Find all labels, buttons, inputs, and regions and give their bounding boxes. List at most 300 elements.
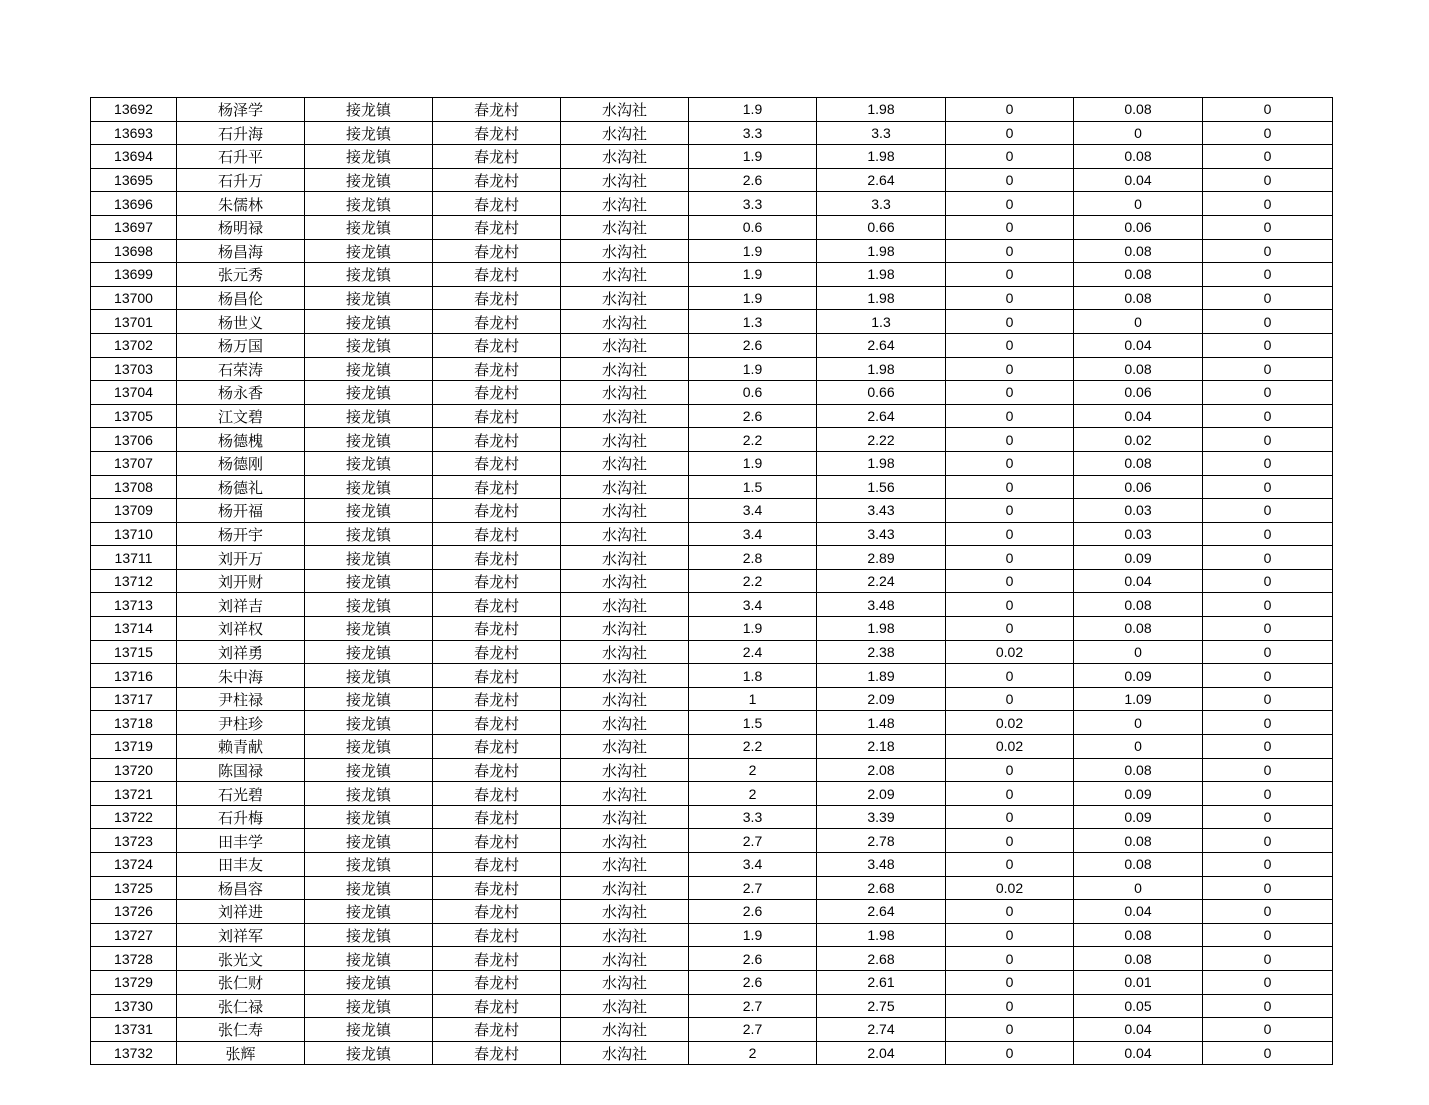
village-cell: 春龙村 xyxy=(433,994,561,1018)
id-cell: 13695 xyxy=(91,168,177,192)
value4-cell: 0.09 xyxy=(1074,782,1203,806)
table-row xyxy=(91,664,1333,688)
town-cell: 接龙镇 xyxy=(305,900,433,924)
village-cell: 春龙村 xyxy=(433,168,561,192)
town-cell: 接龙镇 xyxy=(305,168,433,192)
table-row xyxy=(91,1041,1333,1065)
value1-cell: 1 xyxy=(689,687,817,711)
data-table xyxy=(90,97,1333,1065)
value4-cell: 0.04 xyxy=(1074,1018,1203,1042)
town-cell: 接龙镇 xyxy=(305,617,433,641)
value4-cell: 0.04 xyxy=(1074,333,1203,357)
value3-cell: 0 xyxy=(946,192,1074,216)
value5-cell: 0 xyxy=(1203,711,1333,735)
village-cell: 春龙村 xyxy=(433,711,561,735)
name-cell: 陈国禄 xyxy=(177,758,305,782)
value2-cell: 3.43 xyxy=(817,499,946,523)
id-cell: 13698 xyxy=(91,239,177,263)
value4-cell: 0.01 xyxy=(1074,970,1203,994)
town-cell: 接龙镇 xyxy=(305,664,433,688)
value1-cell: 1.9 xyxy=(689,286,817,310)
value3-cell: 0 xyxy=(946,121,1074,145)
value5-cell: 0 xyxy=(1203,687,1333,711)
value5-cell: 0 xyxy=(1203,617,1333,641)
name-cell: 朱儒林 xyxy=(177,192,305,216)
name-cell: 田丰友 xyxy=(177,853,305,877)
table-row xyxy=(91,98,1333,122)
id-cell: 13729 xyxy=(91,970,177,994)
name-cell: 刘祥权 xyxy=(177,617,305,641)
value5-cell: 0 xyxy=(1203,853,1333,877)
value5-cell: 0 xyxy=(1203,829,1333,853)
name-cell: 张仁财 xyxy=(177,970,305,994)
value4-cell: 0.04 xyxy=(1074,404,1203,428)
village-cell: 春龙村 xyxy=(433,499,561,523)
value5-cell: 0 xyxy=(1203,876,1333,900)
value2-cell: 2.75 xyxy=(817,994,946,1018)
id-cell: 13714 xyxy=(91,617,177,641)
group-cell: 水沟社 xyxy=(561,640,689,664)
village-cell: 春龙村 xyxy=(433,145,561,169)
town-cell: 接龙镇 xyxy=(305,711,433,735)
group-cell: 水沟社 xyxy=(561,357,689,381)
value3-cell: 0 xyxy=(946,546,1074,570)
value4-cell: 0.04 xyxy=(1074,168,1203,192)
value2-cell: 0.66 xyxy=(817,381,946,405)
value2-cell: 3.39 xyxy=(817,805,946,829)
value4-cell: 0.04 xyxy=(1074,569,1203,593)
village-cell: 春龙村 xyxy=(433,546,561,570)
value5-cell: 0 xyxy=(1203,947,1333,971)
name-cell: 张元秀 xyxy=(177,263,305,287)
id-cell: 13702 xyxy=(91,333,177,357)
value5-cell: 0 xyxy=(1203,145,1333,169)
table-row xyxy=(91,121,1333,145)
village-cell: 春龙村 xyxy=(433,333,561,357)
value5-cell: 0 xyxy=(1203,970,1333,994)
value5-cell: 0 xyxy=(1203,758,1333,782)
value2-cell: 1.89 xyxy=(817,664,946,688)
table-row xyxy=(91,404,1333,428)
value4-cell: 0.09 xyxy=(1074,664,1203,688)
group-cell: 水沟社 xyxy=(561,593,689,617)
table-row xyxy=(91,145,1333,169)
id-cell: 13726 xyxy=(91,900,177,924)
value3-cell: 0 xyxy=(946,569,1074,593)
value3-cell: 0 xyxy=(946,145,1074,169)
value2-cell: 1.98 xyxy=(817,98,946,122)
value3-cell: 0 xyxy=(946,829,1074,853)
value4-cell: 0 xyxy=(1074,192,1203,216)
town-cell: 接龙镇 xyxy=(305,286,433,310)
value3-cell: 0 xyxy=(946,1018,1074,1042)
group-cell: 水沟社 xyxy=(561,192,689,216)
table-row xyxy=(91,876,1333,900)
value3-cell: 0 xyxy=(946,853,1074,877)
value5-cell: 0 xyxy=(1203,121,1333,145)
id-cell: 13706 xyxy=(91,428,177,452)
village-cell: 春龙村 xyxy=(433,758,561,782)
group-cell: 水沟社 xyxy=(561,215,689,239)
group-cell: 水沟社 xyxy=(561,876,689,900)
value1-cell: 2.6 xyxy=(689,900,817,924)
id-cell: 13710 xyxy=(91,522,177,546)
value5-cell: 0 xyxy=(1203,333,1333,357)
value3-cell: 0 xyxy=(946,923,1074,947)
value4-cell: 0.09 xyxy=(1074,805,1203,829)
group-cell: 水沟社 xyxy=(561,428,689,452)
value4-cell: 0.08 xyxy=(1074,617,1203,641)
table-row xyxy=(91,522,1333,546)
value4-cell: 0.06 xyxy=(1074,475,1203,499)
id-cell: 13724 xyxy=(91,853,177,877)
id-cell: 13728 xyxy=(91,947,177,971)
name-cell: 刘祥进 xyxy=(177,900,305,924)
value3-cell: 0 xyxy=(946,687,1074,711)
value1-cell: 3.4 xyxy=(689,499,817,523)
village-cell: 春龙村 xyxy=(433,923,561,947)
id-cell: 13731 xyxy=(91,1018,177,1042)
village-cell: 春龙村 xyxy=(433,947,561,971)
value5-cell: 0 xyxy=(1203,900,1333,924)
name-cell: 杨永香 xyxy=(177,381,305,405)
name-cell: 刘祥吉 xyxy=(177,593,305,617)
value2-cell: 2.61 xyxy=(817,970,946,994)
town-cell: 接龙镇 xyxy=(305,1018,433,1042)
value1-cell: 1.8 xyxy=(689,664,817,688)
village-cell: 春龙村 xyxy=(433,381,561,405)
table-row xyxy=(91,1018,1333,1042)
name-cell: 杨开福 xyxy=(177,499,305,523)
group-cell: 水沟社 xyxy=(561,923,689,947)
town-cell: 接龙镇 xyxy=(305,333,433,357)
value1-cell: 2.2 xyxy=(689,735,817,759)
village-cell: 春龙村 xyxy=(433,239,561,263)
value3-cell: 0 xyxy=(946,758,1074,782)
value1-cell: 3.3 xyxy=(689,805,817,829)
value4-cell: 0 xyxy=(1074,310,1203,334)
table-row xyxy=(91,428,1333,452)
name-cell: 张光文 xyxy=(177,947,305,971)
value2-cell: 1.98 xyxy=(817,286,946,310)
name-cell: 石升梅 xyxy=(177,805,305,829)
value4-cell: 0.02 xyxy=(1074,428,1203,452)
value5-cell: 0 xyxy=(1203,428,1333,452)
village-cell: 春龙村 xyxy=(433,1018,561,1042)
name-cell: 张仁寿 xyxy=(177,1018,305,1042)
name-cell: 张辉 xyxy=(177,1041,305,1065)
value2-cell: 2.22 xyxy=(817,428,946,452)
value2-cell: 3.48 xyxy=(817,593,946,617)
value1-cell: 0.6 xyxy=(689,381,817,405)
town-cell: 接龙镇 xyxy=(305,853,433,877)
value2-cell: 2.09 xyxy=(817,687,946,711)
id-cell: 13712 xyxy=(91,569,177,593)
value5-cell: 0 xyxy=(1203,381,1333,405)
value3-cell: 0 xyxy=(946,499,1074,523)
value2-cell: 1.98 xyxy=(817,357,946,381)
table-row xyxy=(91,805,1333,829)
value3-cell: 0 xyxy=(946,451,1074,475)
table-row xyxy=(91,970,1333,994)
group-cell: 水沟社 xyxy=(561,805,689,829)
value5-cell: 0 xyxy=(1203,994,1333,1018)
table-row xyxy=(91,381,1333,405)
value5-cell: 0 xyxy=(1203,451,1333,475)
town-cell: 接龙镇 xyxy=(305,923,433,947)
value4-cell: 0.08 xyxy=(1074,947,1203,971)
table-row xyxy=(91,286,1333,310)
group-cell: 水沟社 xyxy=(561,1041,689,1065)
town-cell: 接龙镇 xyxy=(305,970,433,994)
value3-cell: 0 xyxy=(946,357,1074,381)
id-cell: 13713 xyxy=(91,593,177,617)
value4-cell: 0.08 xyxy=(1074,286,1203,310)
value5-cell: 0 xyxy=(1203,593,1333,617)
value1-cell: 1.5 xyxy=(689,711,817,735)
value1-cell: 2.6 xyxy=(689,947,817,971)
name-cell: 刘祥军 xyxy=(177,923,305,947)
value5-cell: 0 xyxy=(1203,735,1333,759)
value1-cell: 3.3 xyxy=(689,192,817,216)
name-cell: 刘祥勇 xyxy=(177,640,305,664)
group-cell: 水沟社 xyxy=(561,994,689,1018)
town-cell: 接龙镇 xyxy=(305,687,433,711)
value1-cell: 2 xyxy=(689,1041,817,1065)
group-cell: 水沟社 xyxy=(561,546,689,570)
town-cell: 接龙镇 xyxy=(305,263,433,287)
value5-cell: 0 xyxy=(1203,499,1333,523)
town-cell: 接龙镇 xyxy=(305,994,433,1018)
value4-cell: 0 xyxy=(1074,640,1203,664)
id-cell: 13711 xyxy=(91,546,177,570)
id-cell: 13701 xyxy=(91,310,177,334)
group-cell: 水沟社 xyxy=(561,239,689,263)
value3-cell: 0 xyxy=(946,475,1074,499)
name-cell: 杨昌容 xyxy=(177,876,305,900)
village-cell: 春龙村 xyxy=(433,593,561,617)
table-row xyxy=(91,640,1333,664)
name-cell: 张仁禄 xyxy=(177,994,305,1018)
village-cell: 春龙村 xyxy=(433,735,561,759)
value4-cell: 0.04 xyxy=(1074,900,1203,924)
table-row xyxy=(91,735,1333,759)
village-cell: 春龙村 xyxy=(433,404,561,428)
name-cell: 江文碧 xyxy=(177,404,305,428)
town-cell: 接龙镇 xyxy=(305,640,433,664)
value1-cell: 2.7 xyxy=(689,1018,817,1042)
value3-cell: 0 xyxy=(946,522,1074,546)
table-row xyxy=(91,617,1333,641)
town-cell: 接龙镇 xyxy=(305,829,433,853)
value3-cell: 0 xyxy=(946,381,1074,405)
value2-cell: 1.98 xyxy=(817,617,946,641)
name-cell: 杨德槐 xyxy=(177,428,305,452)
value5-cell: 0 xyxy=(1203,923,1333,947)
value1-cell: 2.6 xyxy=(689,168,817,192)
value2-cell: 2.04 xyxy=(817,1041,946,1065)
value2-cell: 3.48 xyxy=(817,853,946,877)
table-row xyxy=(91,475,1333,499)
value2-cell: 2.38 xyxy=(817,640,946,664)
table-row xyxy=(91,900,1333,924)
value4-cell: 0.08 xyxy=(1074,239,1203,263)
group-cell: 水沟社 xyxy=(561,121,689,145)
value1-cell: 2.2 xyxy=(689,428,817,452)
value4-cell: 0.08 xyxy=(1074,98,1203,122)
value4-cell: 0.08 xyxy=(1074,145,1203,169)
value5-cell: 0 xyxy=(1203,263,1333,287)
value1-cell: 1.5 xyxy=(689,475,817,499)
town-cell: 接龙镇 xyxy=(305,98,433,122)
id-cell: 13727 xyxy=(91,923,177,947)
value4-cell: 0.09 xyxy=(1074,546,1203,570)
value4-cell: 0.06 xyxy=(1074,215,1203,239)
group-cell: 水沟社 xyxy=(561,735,689,759)
value1-cell: 3.4 xyxy=(689,593,817,617)
value3-cell: 0.02 xyxy=(946,876,1074,900)
village-cell: 春龙村 xyxy=(433,970,561,994)
village-cell: 春龙村 xyxy=(433,192,561,216)
village-cell: 春龙村 xyxy=(433,357,561,381)
group-cell: 水沟社 xyxy=(561,900,689,924)
id-cell: 13721 xyxy=(91,782,177,806)
town-cell: 接龙镇 xyxy=(305,805,433,829)
town-cell: 接龙镇 xyxy=(305,947,433,971)
value1-cell: 1.9 xyxy=(689,98,817,122)
group-cell: 水沟社 xyxy=(561,263,689,287)
table-row xyxy=(91,333,1333,357)
value5-cell: 0 xyxy=(1203,664,1333,688)
value5-cell: 0 xyxy=(1203,546,1333,570)
value2-cell: 2.24 xyxy=(817,569,946,593)
name-cell: 赖青献 xyxy=(177,735,305,759)
table-row xyxy=(91,687,1333,711)
table-row xyxy=(91,782,1333,806)
village-cell: 春龙村 xyxy=(433,215,561,239)
table-body xyxy=(91,98,1333,1065)
group-cell: 水沟社 xyxy=(561,145,689,169)
village-cell: 春龙村 xyxy=(433,428,561,452)
village-cell: 春龙村 xyxy=(433,853,561,877)
value3-cell: 0 xyxy=(946,263,1074,287)
id-cell: 13725 xyxy=(91,876,177,900)
town-cell: 接龙镇 xyxy=(305,475,433,499)
village-cell: 春龙村 xyxy=(433,286,561,310)
data-table-container xyxy=(90,97,1332,1065)
value3-cell: 0 xyxy=(946,1041,1074,1065)
value4-cell: 0 xyxy=(1074,711,1203,735)
table-row xyxy=(91,569,1333,593)
group-cell: 水沟社 xyxy=(561,168,689,192)
table-row xyxy=(91,310,1333,334)
value1-cell: 0.6 xyxy=(689,215,817,239)
group-cell: 水沟社 xyxy=(561,333,689,357)
id-cell: 13718 xyxy=(91,711,177,735)
value3-cell: 0 xyxy=(946,994,1074,1018)
value1-cell: 1.9 xyxy=(689,357,817,381)
value1-cell: 1.9 xyxy=(689,145,817,169)
value3-cell: 0 xyxy=(946,333,1074,357)
value4-cell: 0.04 xyxy=(1074,1041,1203,1065)
group-cell: 水沟社 xyxy=(561,687,689,711)
id-cell: 13722 xyxy=(91,805,177,829)
value1-cell: 2.7 xyxy=(689,829,817,853)
id-cell: 13696 xyxy=(91,192,177,216)
group-cell: 水沟社 xyxy=(561,711,689,735)
name-cell: 杨开宇 xyxy=(177,522,305,546)
value1-cell: 2.2 xyxy=(689,569,817,593)
value5-cell: 0 xyxy=(1203,569,1333,593)
value2-cell: 2.09 xyxy=(817,782,946,806)
value4-cell: 0.03 xyxy=(1074,522,1203,546)
value4-cell: 0.08 xyxy=(1074,853,1203,877)
group-cell: 水沟社 xyxy=(561,381,689,405)
village-cell: 春龙村 xyxy=(433,805,561,829)
group-cell: 水沟社 xyxy=(561,475,689,499)
value1-cell: 2.8 xyxy=(689,546,817,570)
value5-cell: 0 xyxy=(1203,239,1333,263)
table-row xyxy=(91,357,1333,381)
id-cell: 13703 xyxy=(91,357,177,381)
value2-cell: 2.64 xyxy=(817,900,946,924)
name-cell: 石升万 xyxy=(177,168,305,192)
table-row xyxy=(91,215,1333,239)
value1-cell: 2.7 xyxy=(689,876,817,900)
village-cell: 春龙村 xyxy=(433,1041,561,1065)
value1-cell: 1.3 xyxy=(689,310,817,334)
name-cell: 朱中海 xyxy=(177,664,305,688)
value5-cell: 0 xyxy=(1203,805,1333,829)
value3-cell: 0 xyxy=(946,805,1074,829)
value5-cell: 0 xyxy=(1203,215,1333,239)
table-row xyxy=(91,239,1333,263)
id-cell: 13709 xyxy=(91,499,177,523)
id-cell: 13694 xyxy=(91,145,177,169)
town-cell: 接龙镇 xyxy=(305,876,433,900)
value2-cell: 2.68 xyxy=(817,947,946,971)
value2-cell: 2.18 xyxy=(817,735,946,759)
value4-cell: 0.08 xyxy=(1074,357,1203,381)
town-cell: 接龙镇 xyxy=(305,735,433,759)
id-cell: 13720 xyxy=(91,758,177,782)
town-cell: 接龙镇 xyxy=(305,499,433,523)
value3-cell: 0 xyxy=(946,168,1074,192)
group-cell: 水沟社 xyxy=(561,829,689,853)
group-cell: 水沟社 xyxy=(561,617,689,641)
value4-cell: 0.05 xyxy=(1074,994,1203,1018)
table-row xyxy=(91,923,1333,947)
town-cell: 接龙镇 xyxy=(305,428,433,452)
value2-cell: 3.3 xyxy=(817,192,946,216)
value2-cell: 2.74 xyxy=(817,1018,946,1042)
value2-cell: 1.98 xyxy=(817,263,946,287)
value4-cell: 0.08 xyxy=(1074,593,1203,617)
id-cell: 13708 xyxy=(91,475,177,499)
table-row xyxy=(91,994,1333,1018)
id-cell: 13697 xyxy=(91,215,177,239)
table-row xyxy=(91,758,1333,782)
value3-cell: 0 xyxy=(946,215,1074,239)
table-row xyxy=(91,168,1333,192)
value4-cell: 0.08 xyxy=(1074,923,1203,947)
value1-cell: 3.3 xyxy=(689,121,817,145)
id-cell: 13732 xyxy=(91,1041,177,1065)
village-cell: 春龙村 xyxy=(433,121,561,145)
value3-cell: 0 xyxy=(946,664,1074,688)
group-cell: 水沟社 xyxy=(561,310,689,334)
name-cell: 尹柱禄 xyxy=(177,687,305,711)
